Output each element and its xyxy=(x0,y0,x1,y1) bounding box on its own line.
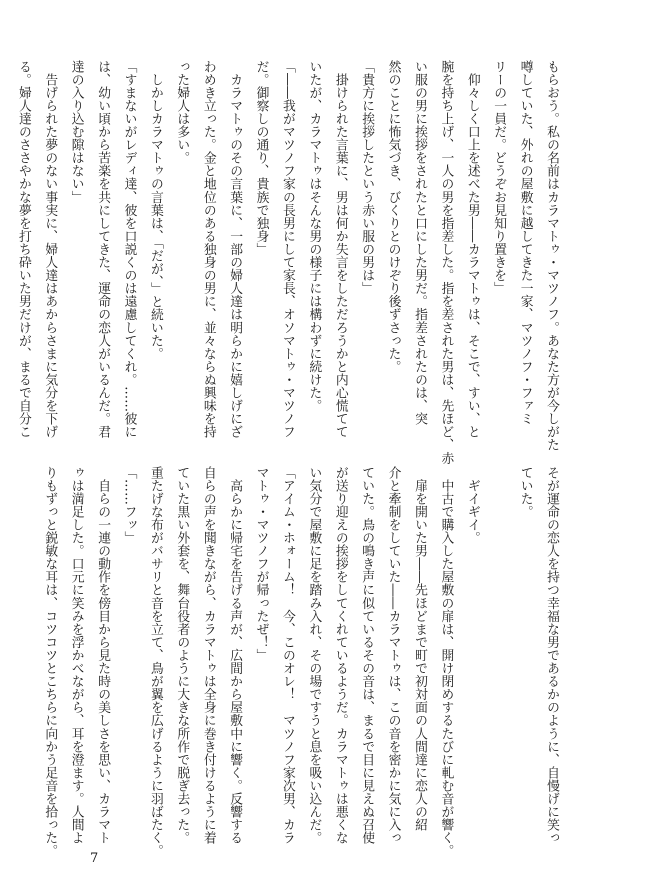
text-line: ギイギイ。 xyxy=(464,466,480,545)
text-line: 中古で購入した屋敷の扉は、開け閉めするたびに軋む音が響く。 xyxy=(438,466,454,858)
text-line: 噂していた、外れの屋敷に越してきた一家、マツノフ・ファミ xyxy=(517,60,533,426)
text-line: った婦人は多い。 xyxy=(174,60,190,165)
lower-text-column xyxy=(42,466,564,858)
text-line: 扉を開いた男――先ほどまで町で初対面の人間達に恋人の紹 xyxy=(411,466,427,832)
text-line: ていた。鳥の鳴き声に似ているその音は、まるで目に見えぬ召使 xyxy=(359,466,375,845)
text-line: ていた。 xyxy=(517,466,533,519)
text-line: 自らの声を聞きながら、カラマトゥは全身に巻き付けるように着 xyxy=(200,466,216,845)
text-line: しかしカラマトゥの言葉は、「だが、」と続いた。 xyxy=(147,60,163,361)
text-line: 「貴方に挨拶したという赤い服の男は」 xyxy=(359,60,375,295)
text-line: カラマトゥのその言葉に、一部の婦人達は明らかに嬉しげにざ xyxy=(227,60,243,439)
text-line: りもずっと鋭敏な耳は、コツコツとこちらに向かう足音を拾った。 xyxy=(42,466,58,858)
text-line: る。婦人達のささやかな夢を打ち砕いた男だけが、まるで自分こ xyxy=(15,60,31,439)
text-line: 掛けられた言葉に、男は何か失言をしただろうかと内心慌てて xyxy=(332,60,348,439)
text-line: 仰々しく口上を述べた男――カラマトゥは、そこで、すい、と xyxy=(464,60,480,439)
page-number: 7 xyxy=(90,851,99,866)
text-line: ゥは満足した。口元に笑みを浮かべながら、耳を澄ます。人間よ xyxy=(68,466,84,845)
text-line: 腕を持ち上げ、一人の男を指差した。指を差された男は、先ほど、赤 xyxy=(438,60,454,465)
text-line: いたが、カラマトゥはそんな男の様子には構わずに続けた。 xyxy=(306,60,322,413)
text-line: い気分で屋敷に足を踏み入れ、その場ですうと息を吸い込んだ。 xyxy=(306,466,322,845)
text-line: リーの一員だ。どうぞお見知り置きを」 xyxy=(491,60,507,295)
upper-text-column xyxy=(15,60,564,465)
text-line: 高らかに帰宅を告げる声が、広間から屋敷中に響く。反響する xyxy=(227,466,243,845)
text-line: だ。御察しの通り、貴族で独身」 xyxy=(253,60,269,256)
text-line: が送り迎えの挨拶をしてくれているようだ。カラマトゥは悪くな xyxy=(332,466,348,845)
text-line: ていた黒い外套を、舞台役者のように大きな所作で脱ぎ去った。 xyxy=(174,466,190,845)
text-line xyxy=(485,466,511,844)
text-line: そが運命の恋人を持つ幸福な男であるかのように、自慢げに笑っ xyxy=(544,466,559,845)
text-line: 「すまないがレディ達、彼を口説くのは遠慮してくれ。……彼に xyxy=(121,60,137,439)
text-line: い服の男に挨拶をされたと口にした男だ。指差されたのは、突 xyxy=(411,60,427,426)
text-line: 「アイム・ホォーム！ 今、このオレ！ マツノフ家次男、カラ xyxy=(279,466,295,845)
text-line: もらおう。私の名前はカラマトゥ・マツノフ。あなた方が今しがた xyxy=(544,60,559,452)
text-line: は、幼い頃から苦楽を共にしてきた、運命の恋人がいるんだ。君 xyxy=(95,60,111,439)
text-line: 然のことに怖気づき、びくりとのけぞり後ずさった。 xyxy=(385,60,401,374)
text-line: 介と牽制をしていた――カラマトゥは、この音を密かに気に入っ xyxy=(385,466,401,845)
text-line: 「……フッ」 xyxy=(121,466,137,545)
text-line: マトゥ・マツノフが帰ったぜ！」 xyxy=(253,466,269,662)
text-line: 告げられた夢のない事実に、婦人達はあからさまに気分を下げ xyxy=(42,60,58,439)
text-line: わめき立った。金と地位のある独身の男に、並々ならぬ興味を持 xyxy=(200,60,216,439)
text-line: 重たげな布がバサリと音を立て、鳥が翼を広げるように羽ばたく。 xyxy=(147,466,163,858)
text-line: 「――我がマツノフ家の長男にして家長、オソマトゥ・マツノフ xyxy=(279,60,295,439)
text-line: 自らの一連の動作を傍目から見た時の美しさを思い、カラマト xyxy=(95,466,111,845)
text-line: 達の入り込む隙はない」 xyxy=(68,60,84,204)
